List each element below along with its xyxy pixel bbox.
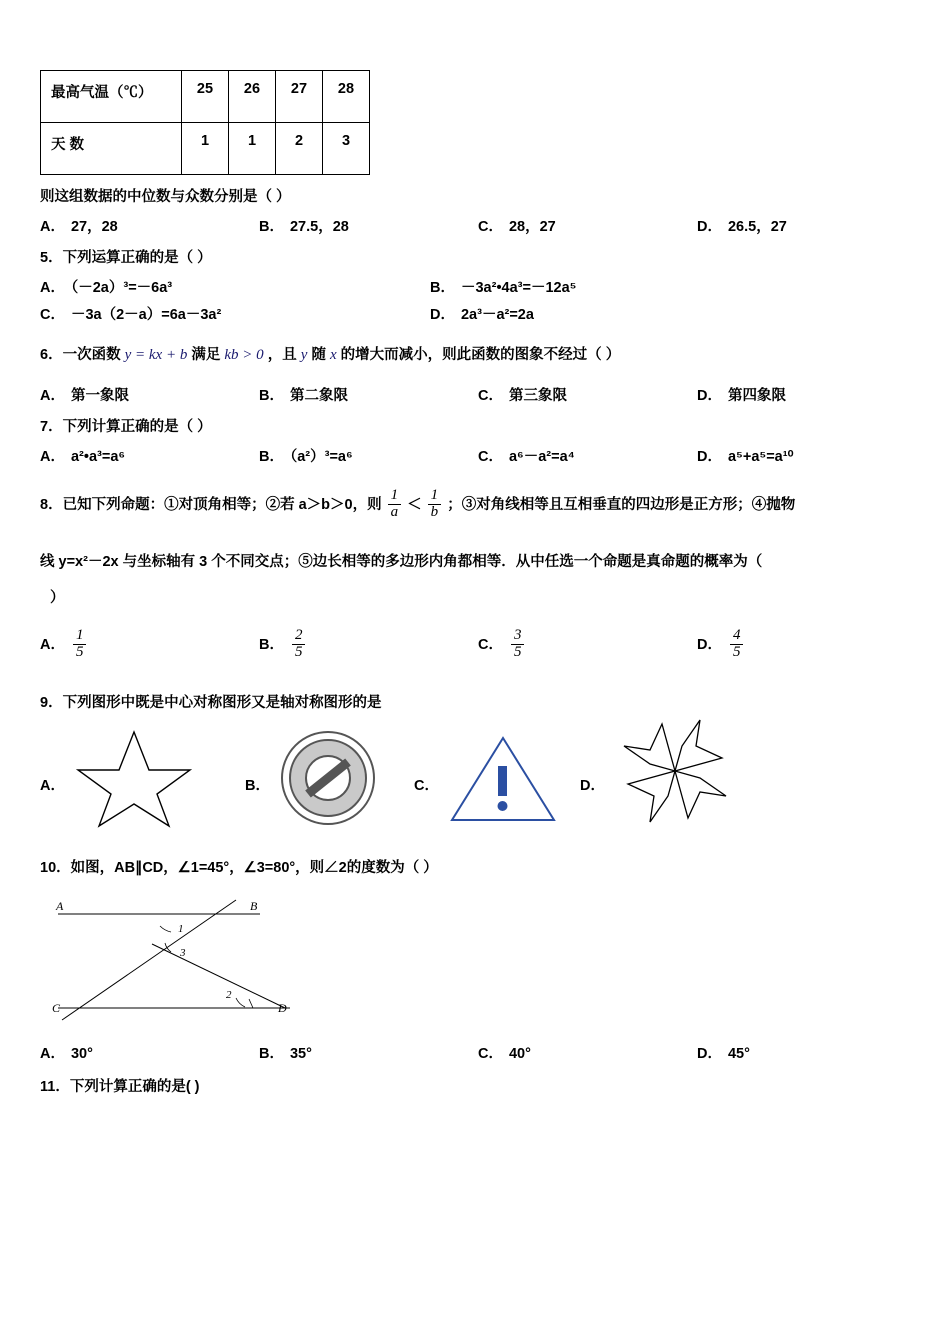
fraction-denominator: b bbox=[428, 504, 442, 521]
option-b-text: －3a²•4a³=－12a⁵ bbox=[460, 279, 577, 296]
option-a-text: 27，28 bbox=[70, 218, 118, 235]
option-b bbox=[259, 384, 478, 405]
option-b bbox=[259, 628, 478, 661]
option-a-label: A． bbox=[40, 637, 65, 654]
option-b-fraction bbox=[292, 628, 306, 661]
table-row bbox=[41, 71, 370, 123]
option-b-text: 27.5，28 bbox=[289, 218, 349, 235]
option-c-label: C． bbox=[478, 1046, 503, 1063]
option-a bbox=[40, 445, 259, 466]
option-d-label: D． bbox=[697, 449, 722, 465]
option-b-label: B． bbox=[259, 637, 284, 654]
option-c bbox=[40, 303, 430, 324]
question-6-stem-b: 满足 bbox=[191, 346, 221, 363]
option-a bbox=[40, 1042, 259, 1063]
fraction-denominator: 5 bbox=[73, 644, 87, 661]
fraction-numerator: 2 bbox=[294, 627, 303, 644]
question-9-figures bbox=[40, 722, 916, 832]
table-cell: 25 bbox=[182, 71, 229, 123]
fraction-numerator: 1 bbox=[390, 487, 399, 503]
option-a-label: A． bbox=[40, 218, 65, 235]
option-d-text: 2a³－a²=2a bbox=[460, 306, 534, 323]
diagram-label-angle-1: 1 bbox=[178, 923, 184, 936]
question-9-stem: 9．下列图形中既是中心对称图形又是轴对称图形的是 bbox=[40, 694, 382, 711]
diagram-label-angle-2: 2 bbox=[226, 989, 232, 1002]
option-b-label: B． bbox=[430, 279, 455, 296]
option-d-fraction bbox=[730, 628, 744, 661]
option-d-label: D． bbox=[697, 1046, 722, 1063]
fraction-denominator: 5 bbox=[511, 644, 525, 661]
diagram-label-D: D bbox=[278, 1001, 287, 1016]
question-5-options-row2 bbox=[40, 303, 916, 324]
diagram-label-angle-3: 3 bbox=[180, 947, 186, 960]
option-c-fraction bbox=[511, 628, 525, 661]
fraction-denominator: 5 bbox=[292, 644, 306, 661]
option-a bbox=[40, 215, 259, 236]
option-c-text: 40° bbox=[508, 1046, 531, 1063]
question-8-stem-line3: ） bbox=[50, 590, 65, 607]
option-c bbox=[478, 445, 697, 466]
option-d bbox=[697, 1042, 916, 1063]
option-b-label: B． bbox=[259, 449, 284, 465]
option-d-label: D． bbox=[430, 306, 455, 323]
option-c-label: C． bbox=[414, 778, 439, 795]
option-c-text: 第三象限 bbox=[508, 388, 567, 405]
option-d-text: 45° bbox=[727, 1046, 750, 1063]
option-c-text: 28，27 bbox=[508, 218, 556, 235]
option-c-label: C． bbox=[478, 449, 503, 465]
option-d bbox=[697, 445, 916, 466]
question-6-stem-e: 的增大而减小，则此函数的图象不经过（ ） bbox=[340, 346, 621, 363]
formula-y: y bbox=[300, 346, 308, 363]
option-c bbox=[478, 384, 697, 405]
diagram-label-A: A bbox=[56, 899, 64, 914]
table-cell: 1 bbox=[229, 123, 276, 175]
option-c-label: C． bbox=[478, 637, 503, 654]
option-d bbox=[697, 215, 916, 236]
fraction-denominator: a bbox=[388, 504, 402, 521]
option-d-label: D． bbox=[697, 218, 722, 235]
option-c-label: C． bbox=[478, 388, 503, 405]
no-entry-sign-icon bbox=[278, 728, 378, 828]
option-d-label: D． bbox=[580, 778, 605, 795]
fraction-numerator: 3 bbox=[513, 627, 522, 644]
table-cell: 28 bbox=[323, 71, 370, 123]
diagram-label-B: B bbox=[250, 899, 258, 914]
question-10-stem: 10．如图，AB∥CD，∠1=45°，∠3=80°，则∠2的度数为（ ） bbox=[40, 860, 438, 877]
warning-triangle-icon bbox=[448, 732, 558, 826]
question-8-text-a: 8．已知下列命题：①对顶角相等；②若 a＞b＞0，则 bbox=[40, 497, 382, 513]
table-row-label: 天 数 bbox=[41, 123, 182, 175]
relation-symbol: ＜ bbox=[407, 497, 422, 513]
fraction-one-over-b bbox=[428, 488, 442, 521]
question-6-options bbox=[40, 384, 916, 405]
option-b-label: B． bbox=[259, 1046, 284, 1063]
question-11-stem: 11．下列计算正确的是( ) bbox=[40, 1079, 200, 1096]
question-10-diagram bbox=[40, 886, 916, 1036]
option-b bbox=[259, 1042, 478, 1063]
option-a-text: （－2a）³=－6a³ bbox=[70, 279, 173, 296]
option-c-label: C． bbox=[40, 306, 65, 323]
question-5-options-row1 bbox=[40, 276, 916, 297]
question-6-stem-d: 随 bbox=[311, 346, 326, 363]
table-cell: 1 bbox=[182, 123, 229, 175]
formula-linear-function: y = kx + b bbox=[124, 346, 188, 363]
option-d-text: 26.5，27 bbox=[727, 218, 787, 235]
option-d-text: a⁵+a⁵=a¹⁰ bbox=[727, 449, 794, 465]
table-cell: 26 bbox=[229, 71, 276, 123]
option-b bbox=[259, 445, 478, 466]
option-a-label: A． bbox=[40, 388, 65, 405]
parallel-lines-diagram bbox=[40, 886, 490, 1036]
option-a-label: A． bbox=[40, 1046, 65, 1063]
option-b-text: （a²）³=a⁶ bbox=[289, 449, 353, 465]
document-content bbox=[40, 70, 916, 1105]
option-b-text: 35° bbox=[289, 1046, 312, 1063]
temperature-table bbox=[40, 70, 370, 175]
star-shape-icon bbox=[74, 726, 194, 830]
fraction-numerator: 1 bbox=[430, 487, 439, 503]
question-8-stem-line2: 线 y=x²－2x 与坐标轴有 3 个不同交点；⑤边长相等的多边形内角都相等．从中任选一个命题是真命题的概率为（ bbox=[40, 553, 763, 570]
option-a-label: A． bbox=[40, 778, 65, 795]
question-7-options bbox=[40, 445, 916, 466]
fraction-numerator: 1 bbox=[75, 627, 84, 644]
option-b-text: 第二象限 bbox=[289, 388, 348, 405]
table-row-label: 最高气温（℃） bbox=[41, 71, 182, 123]
question-8-options bbox=[40, 628, 916, 661]
option-b-label: B． bbox=[245, 778, 270, 795]
option-a-label: A． bbox=[40, 449, 65, 465]
option-c bbox=[478, 628, 697, 661]
option-c bbox=[478, 1042, 697, 1063]
question-6-stem-a: 6．一次函数 bbox=[40, 346, 121, 363]
table-cell: 2 bbox=[276, 123, 323, 175]
option-c-label: C． bbox=[478, 218, 503, 235]
option-c bbox=[478, 215, 697, 236]
table-row bbox=[41, 123, 370, 175]
option-a bbox=[40, 384, 259, 405]
option-d bbox=[430, 303, 820, 324]
option-b-label: B． bbox=[259, 388, 284, 405]
option-a-text: 第一象限 bbox=[70, 388, 129, 405]
option-d-text: 第四象限 bbox=[727, 388, 786, 405]
fraction-numerator: 4 bbox=[732, 627, 741, 644]
option-a-text: 30° bbox=[70, 1046, 93, 1063]
option-d-label: D． bbox=[697, 637, 722, 654]
option-d bbox=[697, 628, 916, 661]
option-d bbox=[697, 384, 916, 405]
question-6-stem bbox=[40, 344, 916, 367]
option-d-label: D． bbox=[697, 388, 722, 405]
question-6-stem-c: ，且 bbox=[267, 346, 297, 363]
question-4-stem: 则这组数据的中位数与众数分别是（ ） bbox=[40, 189, 291, 205]
question-8-stem-line1 bbox=[40, 488, 916, 523]
question-5-stem: 5．下列运算正确的是（ ） bbox=[40, 249, 212, 266]
diagram-label-C: C bbox=[52, 1001, 61, 1016]
option-a bbox=[40, 628, 259, 661]
table-cell: 27 bbox=[276, 71, 323, 123]
option-c-text: －3a（2－a）=6a－3a² bbox=[70, 306, 222, 323]
fraction-one-over-a bbox=[388, 488, 402, 521]
question-10-options bbox=[40, 1042, 916, 1063]
pinwheel-shape-icon bbox=[610, 706, 740, 836]
option-a bbox=[40, 276, 430, 297]
option-b-label: B． bbox=[259, 218, 284, 235]
table-cell: 3 bbox=[323, 123, 370, 175]
question-8-text-b: ；③对角线相等且互相垂直的四边形是正方形；④抛物 bbox=[447, 497, 796, 513]
option-a-text: a²•a³=a⁶ bbox=[70, 449, 126, 465]
fraction-denominator: 5 bbox=[730, 644, 744, 661]
formula-x: x bbox=[329, 346, 337, 363]
option-c-text: a⁶－a²=a⁴ bbox=[508, 449, 575, 465]
option-a-label: A． bbox=[40, 279, 65, 296]
question-7-stem: 7．下列计算正确的是（ ） bbox=[40, 419, 212, 436]
question-4-options bbox=[40, 215, 916, 236]
option-a-fraction bbox=[73, 628, 87, 661]
formula-kb-positive: kb > 0 bbox=[224, 346, 264, 363]
option-b bbox=[259, 215, 478, 236]
option-b bbox=[430, 276, 820, 297]
